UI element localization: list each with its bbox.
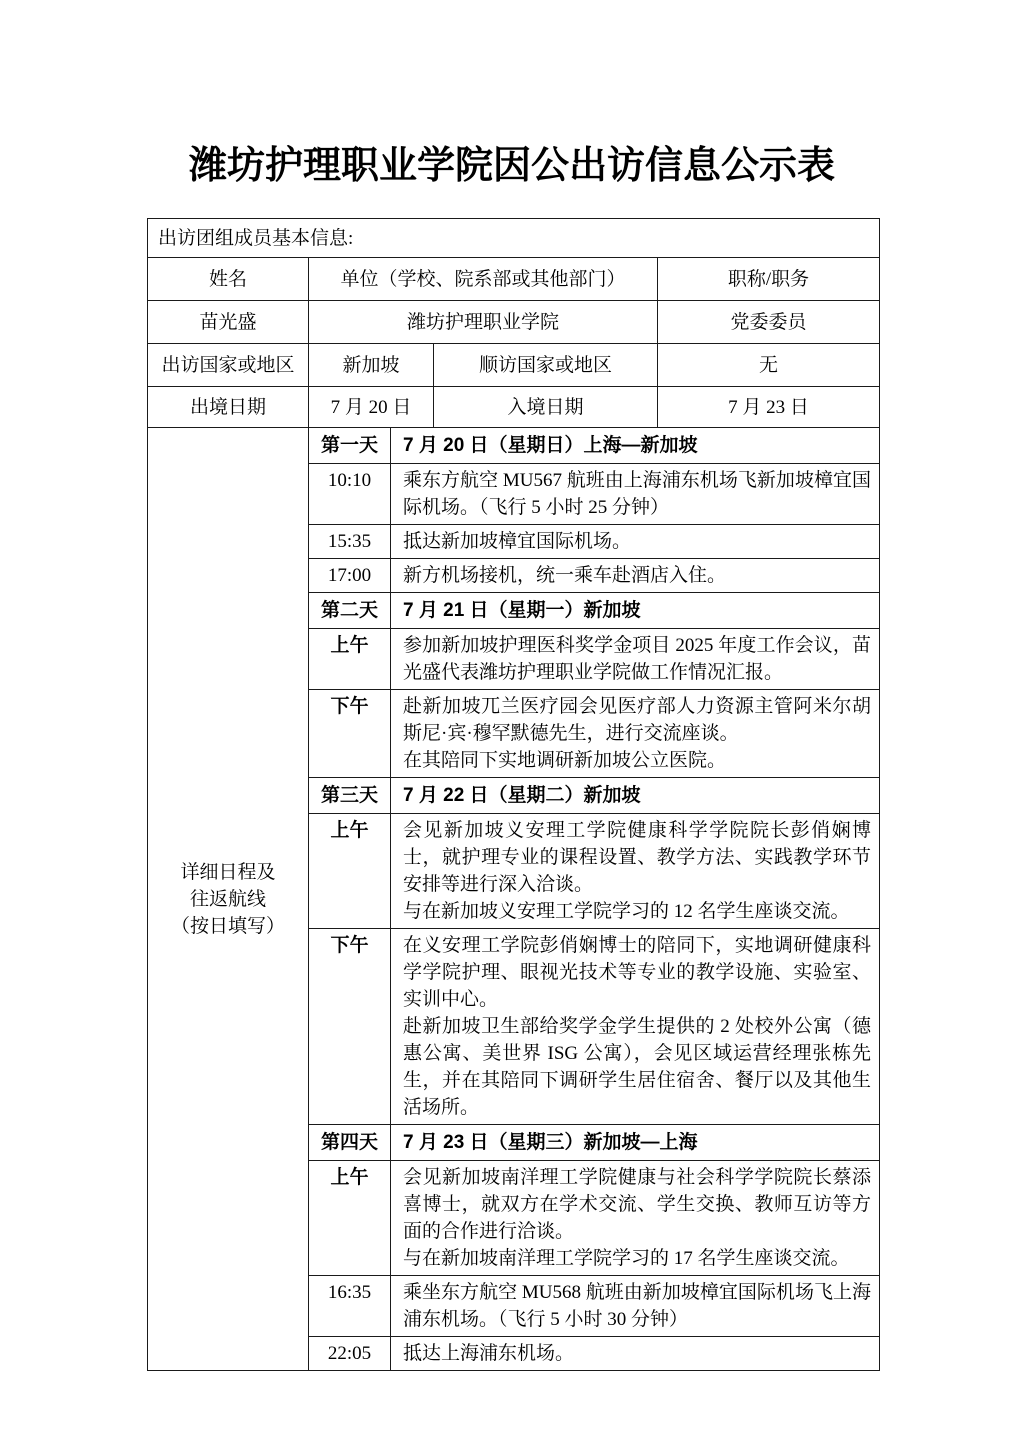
time-label: 16:35	[309, 1276, 391, 1337]
member-unit: 潍坊护理职业学院	[309, 301, 658, 344]
day-label: 第二天	[309, 593, 391, 629]
time-label: 22:05	[309, 1337, 391, 1371]
activity-paragraph: 抵达新加坡樟宜国际机场。	[403, 531, 632, 552]
day-label: 第四天	[309, 1125, 391, 1161]
activity-paragraph: 在其陪同下实地调研新加坡公立医院。	[403, 750, 727, 771]
activity-paragraph: 赴新加坡兀兰医疗园会见医疗部人力资源主管阿米尔胡斯尼·宾·穆罕默德先生，进行交流座谈。	[403, 696, 872, 744]
day-title: 7 月 23 日（星期三）新加坡—上海	[391, 1125, 880, 1161]
activity-description	[391, 929, 880, 1125]
time-label: 10:10	[309, 464, 391, 525]
time-label: 15:35	[309, 525, 391, 559]
activity-paragraph: 抵达上海浦东机场。	[403, 1343, 575, 1364]
activity-description	[391, 464, 880, 525]
time-label: 下午	[309, 929, 391, 1125]
activity-description	[391, 1276, 880, 1337]
member-name: 苗光盛	[148, 301, 309, 344]
day-label: 第一天	[309, 428, 391, 464]
destination-value: 新加坡	[309, 344, 434, 387]
time-label: 上午	[309, 814, 391, 929]
entry-date-label: 入境日期	[434, 387, 658, 428]
activity-paragraph: 与在新加坡南洋理工学院学习的 17 名学生座谈交流。	[403, 1248, 850, 1269]
activity-description	[391, 525, 880, 559]
dates-row	[148, 387, 880, 428]
schedule-label-line: （按日填写）	[170, 915, 285, 937]
destination-label: 出访国家或地区	[148, 344, 309, 387]
activity-description	[391, 814, 880, 929]
header-name: 姓名	[148, 258, 309, 301]
activity-description	[391, 1337, 880, 1371]
activity-paragraph: 会见新加坡义安理工学院健康科学学院院长彭俏娴博士，就护理专业的课程设置、教学方法、实践教学环节安排等进行深入洽谈。	[403, 820, 872, 895]
activity-description	[391, 559, 880, 593]
time-label: 下午	[309, 690, 391, 778]
itinerary-day-row	[148, 428, 880, 464]
time-label: 上午	[309, 1161, 391, 1276]
activity-description	[391, 690, 880, 778]
exit-date-label: 出境日期	[148, 387, 309, 428]
exit-date-value: 7 月 20 日	[309, 387, 434, 428]
activity-paragraph: 赴新加坡卫生部给奖学金学生提供的 2 处校外公寓（德惠公寓、美世界 ISG 公寓），会见区域运营经理张栋先生，并在其陪同下调研学生居住宿舍、餐厅以及其他生活场所。	[403, 1016, 872, 1118]
member-header-row	[148, 258, 880, 301]
activity-paragraph: 参加新加坡护理医科奖学金项目 2025 年度工作会议，苗光盛代表潍坊护理职业学院做工作情况汇报。	[403, 635, 872, 683]
activity-description	[391, 1161, 880, 1276]
section-label: 出访团组成员基本信息:	[148, 219, 880, 258]
section-header-row	[148, 219, 880, 258]
page-title: 潍坊护理职业学院因公出访信息公示表	[188, 145, 835, 187]
schedule-label-cell	[148, 428, 309, 1371]
header-title: 职称/职务	[658, 258, 880, 301]
activity-paragraph: 在义安理工学院彭俏娴博士的陪同下，实地调研健康科学学院护理、眼视光技术等专业的教学设施、实验室、实训中心。	[403, 935, 872, 1010]
member-title: 党委委员	[658, 301, 880, 344]
day-title: 7 月 22 日（星期二）新加坡	[391, 778, 880, 814]
schedule-label-line: 往返航线	[189, 888, 266, 910]
activity-description	[391, 629, 880, 690]
activity-paragraph: 乘坐东方航空 MU568 航班由新加坡樟宜国际机场飞上海浦东机场。（飞行 5 小时 30 分钟）	[403, 1282, 872, 1330]
header-unit: 单位（学校、院系部或其他部门）	[309, 258, 658, 301]
visit-info-table	[147, 218, 880, 1371]
activity-paragraph: 与在新加坡义安理工学院学习的 12 名学生座谈交流。	[403, 901, 850, 922]
destination-row	[148, 344, 880, 387]
day-title: 7 月 21 日（星期一）新加坡	[391, 593, 880, 629]
side-visit-value: 无	[658, 344, 880, 387]
schedule-label-line: 详细日程及	[180, 861, 276, 883]
activity-paragraph: 会见新加坡南洋理工学院健康与社会科学学院院长蔡添喜博士，就双方在学术交流、学生交换、教师互访等方面的合作进行洽谈。	[403, 1167, 872, 1242]
time-label: 上午	[309, 629, 391, 690]
entry-date-value: 7 月 23 日	[658, 387, 880, 428]
day-title: 7 月 20 日（星期日）上海—新加坡	[391, 428, 880, 464]
member-row	[148, 301, 880, 344]
activity-paragraph: 新方机场接机，统一乘车赴酒店入住。	[403, 565, 727, 586]
activity-paragraph: 乘东方航空 MU567 航班由上海浦东机场飞新加坡樟宜国际机场。（飞行 5 小时 25 分钟）	[403, 470, 872, 518]
day-label: 第三天	[309, 778, 391, 814]
time-label: 17:00	[309, 559, 391, 593]
side-visit-label: 顺访国家或地区	[434, 344, 658, 387]
